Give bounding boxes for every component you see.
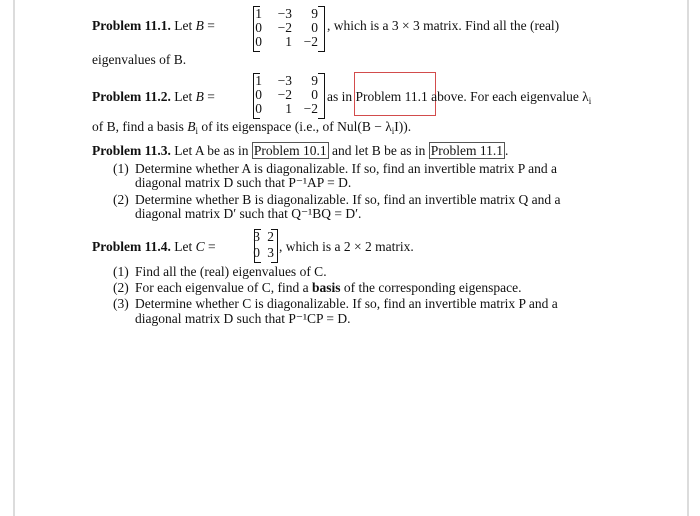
matrix-cell: −2: [277, 20, 292, 35]
problem-11-2-line2a: of B, find a basis: [92, 119, 184, 134]
item-number: (1): [113, 161, 129, 176]
matrix-cell: −3: [277, 6, 292, 21]
matrix-cell: 1: [285, 34, 292, 49]
item-text-line2: diagonal matrix D such that P⁻¹AP = D.: [135, 175, 352, 190]
matrix-cell: 9: [311, 6, 318, 21]
matrix-bracket-right: [318, 73, 325, 119]
problem-11-3-text1: Let A be as in: [174, 143, 249, 158]
problem-11-4-var: C: [195, 239, 205, 254]
problem-11-1-eq: =: [207, 18, 215, 33]
item-text-line2: diagonal matrix D such that P⁻¹CP = D.: [135, 311, 351, 326]
lambda-sub: i: [391, 126, 395, 136]
matrix-cell: 1: [255, 73, 262, 88]
matrix-cell: 1: [285, 101, 292, 116]
problem-11-1-line2: eigenvalues of B.: [92, 52, 187, 67]
problem-11-4-heading: Problem 11.4.: [92, 239, 171, 254]
matrix-cell: 0: [255, 20, 262, 35]
matrix-cell: −2: [303, 34, 318, 49]
problem-11-3-text2: and let B be as in: [332, 143, 426, 158]
item-number: (1): [113, 264, 129, 279]
matrix-bracket-right: [271, 229, 278, 263]
basis-symbol: B: [187, 119, 196, 134]
matrix-cell: −2: [303, 101, 318, 116]
basis-sub: i: [195, 126, 199, 136]
problem-11-4-lead: Let: [174, 239, 193, 254]
problem-11-1-lead: Let: [174, 18, 193, 33]
problem-11-4-text: , which is a 2 × 2 matrix.: [279, 239, 414, 254]
problem-11-1-heading: Problem 11.1.: [92, 18, 171, 33]
matrix-cell: 3: [267, 245, 274, 260]
problem-11-1-text: , which is a 3 × 3 matrix. Find all the (real): [327, 18, 560, 33]
matrix-cell: 2: [267, 229, 274, 244]
problem-11-1-reference[interactable]: Problem 11.1: [355, 89, 428, 104]
problem-11-2-line2d: I)).: [394, 119, 412, 134]
item-text: Determine whether B is diagonalizable. If so, find an invertible matrix Q and a: [135, 192, 561, 207]
subscript-i: i: [588, 96, 592, 106]
problem-11-2-lead: Let: [174, 89, 193, 104]
matrix-cell: 0: [311, 20, 318, 35]
item-number: (2): [113, 192, 129, 207]
matrix-cell: 9: [311, 73, 318, 88]
problem-11-3-heading: Problem 11.3.: [92, 143, 171, 158]
problem-11-1-reference[interactable]: Problem 11.1: [430, 143, 503, 158]
problem-11-2-heading: Problem 11.2.: [92, 89, 171, 104]
item-text: Determine whether C is diagonalizable. If so, find an invertible matrix P and a: [135, 296, 558, 311]
problem-11-4-eq: =: [208, 239, 216, 254]
left-border: [13, 0, 15, 516]
item-text-line2: diagonal matrix D′ such that Q⁻¹BQ = D′.: [135, 206, 362, 221]
problem-11-1-var: B: [195, 18, 204, 33]
item-text-c: of the corresponding eigenspace.: [343, 280, 522, 295]
matrix-cell: 0: [255, 101, 262, 116]
problem-10-1-reference[interactable]: Problem 10.1: [253, 143, 327, 158]
item-text-a: For each eigenvalue of C, find a: [135, 280, 309, 295]
matrix-cell: −3: [277, 73, 292, 88]
item-text: Find all the (real) eigenvalues of C.: [135, 264, 327, 279]
item-number: (2): [113, 280, 129, 295]
matrix-cell: 3: [253, 229, 260, 244]
right-border: [687, 0, 689, 516]
matrix-cell: 0: [253, 245, 260, 260]
problem-11-2-line2c: of its eigenspace (i.e., of Nul(B − λ: [201, 119, 392, 134]
problem-11-2-var: B: [195, 89, 204, 104]
matrix-cell: 0: [255, 34, 262, 49]
problem-11-3-period: .: [504, 143, 509, 158]
item-text-basis: basis: [311, 280, 341, 295]
matrix-bracket-right: [318, 6, 325, 52]
problem-11-2-as-in: as in: [327, 89, 353, 104]
item-text: Determine whether A is diagonalizable. If so, find an invertible matrix P and a: [135, 161, 558, 176]
matrix-cell: −2: [277, 87, 292, 102]
problem-11-2-eq: =: [207, 89, 215, 104]
matrix-cell: 0: [255, 87, 262, 102]
item-number: (3): [113, 296, 129, 311]
problem-11-2-text: above. For each eigenvalue λ: [431, 89, 589, 104]
matrix-cell: 1: [255, 6, 262, 21]
matrix-cell: 0: [311, 87, 318, 102]
